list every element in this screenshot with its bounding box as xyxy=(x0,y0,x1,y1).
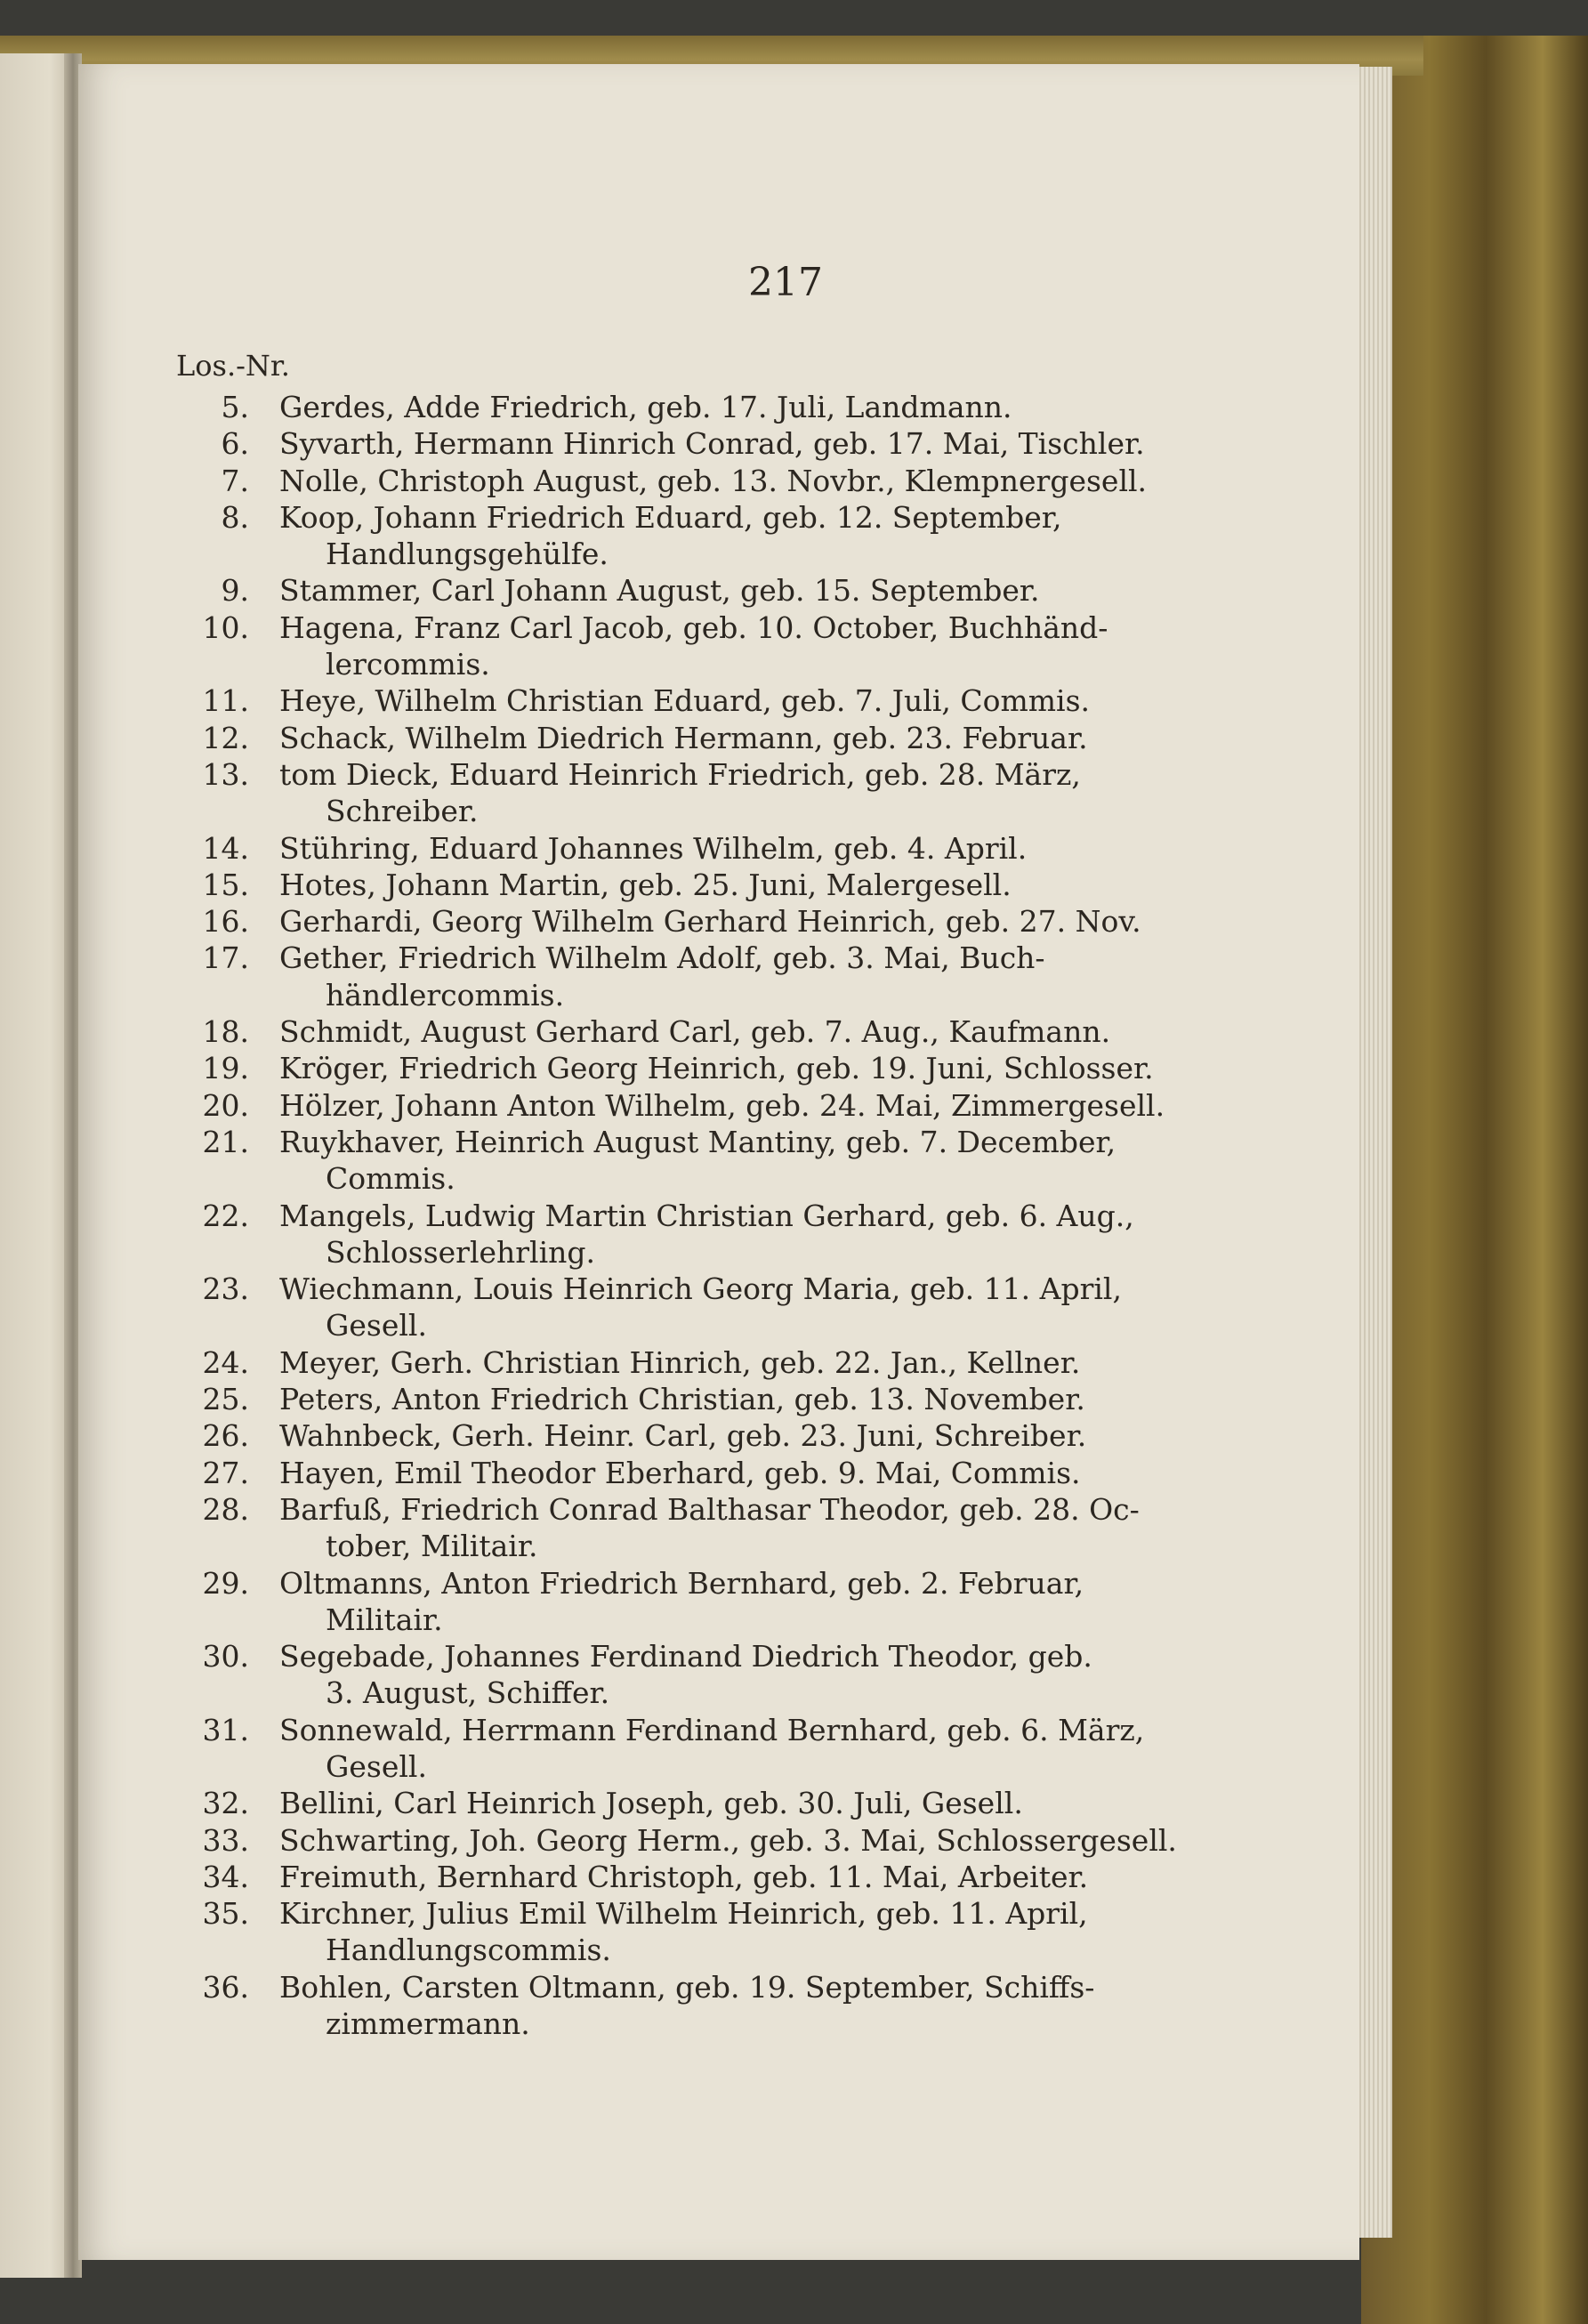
entry-line: Bohlen, Carsten Oltmann, geb. 19. September, Schiffs- xyxy=(279,1969,1095,2005)
list-item xyxy=(176,1895,1217,1969)
entry-line: Gerhardi, Georg Wilhelm Gerhard Heinrich, geb. 27. Nov. xyxy=(279,904,1141,940)
entry-text xyxy=(279,1785,1217,1821)
list-item xyxy=(176,903,1217,940)
entry-continuation-line: 3. August, Schiffer. xyxy=(326,1675,610,1711)
entry-text xyxy=(279,1050,1217,1086)
entry-line: Barfuß, Friedrich Conrad Balthasar Theodor, geb. 28. Oc- xyxy=(279,1491,1140,1527)
entry-line: Peters, Anton Friedrich Christian, geb. 13. November. xyxy=(279,1382,1085,1417)
list-item xyxy=(176,1491,1217,1565)
entry-continuation-line: tober, Militair. xyxy=(326,1529,538,1564)
entry-continuation-line: zimmermann. xyxy=(326,2006,530,2042)
list-item xyxy=(176,1417,1217,1454)
entry-number: 16. xyxy=(202,904,249,940)
list-item xyxy=(176,1822,1217,1859)
entry-text xyxy=(279,499,1217,573)
entry-number: 12. xyxy=(202,720,249,755)
entry-text xyxy=(279,1417,1217,1454)
entry-text xyxy=(279,1859,1217,1895)
entry-line: Freimuth, Bernhard Christoph, geb. 11. Mai, Arbeiter. xyxy=(279,1859,1089,1894)
entry-number: 23. xyxy=(202,1271,249,1307)
entry-number: 5. xyxy=(221,390,249,424)
list-item xyxy=(176,1565,1217,1639)
entry-number: 13. xyxy=(202,756,249,792)
list-item xyxy=(176,1013,1217,1050)
entry-continuation-line: Gesell. xyxy=(326,1308,427,1344)
entry-number: 32. xyxy=(202,1786,249,1821)
list-item xyxy=(176,499,1217,573)
list-item xyxy=(176,1638,1217,1712)
entry-text xyxy=(279,940,1217,1013)
entry-line: Schack, Wilhelm Diedrich Hermann, geb. 23. Februar. xyxy=(279,720,1088,755)
entry-continuation-line: Handlungscommis. xyxy=(326,1933,611,1968)
entry-text xyxy=(279,389,1217,425)
entry-text xyxy=(279,1013,1217,1050)
entry-text xyxy=(279,463,1217,499)
entry-text xyxy=(279,1087,1217,1124)
entry-text xyxy=(279,609,1217,683)
entry-line: Wiechmann, Louis Heinrich Georg Maria, geb. 11. April, xyxy=(279,1271,1122,1307)
entry-text xyxy=(279,1895,1217,1969)
entry-text xyxy=(279,1491,1217,1565)
list-item xyxy=(176,389,1217,425)
entry-text xyxy=(279,1455,1217,1491)
entry-continuation-line: Gesell. xyxy=(326,1748,427,1784)
facing-page-edge xyxy=(0,53,71,2278)
entry-text xyxy=(279,1198,1217,1271)
entry-number: 10. xyxy=(202,609,249,645)
entry-number: 9. xyxy=(221,573,249,609)
list-item xyxy=(176,609,1217,683)
entry-number: 24. xyxy=(202,1344,249,1380)
entry-number: 6. xyxy=(221,426,249,462)
list-item xyxy=(176,830,1217,867)
entry-number: 21. xyxy=(202,1124,249,1159)
entry-line: Syvarth, Hermann Hinrich Conrad, geb. 17. Mai, Tischler. xyxy=(279,426,1145,462)
list-item xyxy=(176,1198,1217,1271)
entry-text xyxy=(279,1638,1217,1712)
entry-line: Schwarting, Joh. Georg Herm., geb. 3. Mai, Schlossergesell. xyxy=(279,1822,1177,1858)
entry-number: 36. xyxy=(202,1969,249,2005)
entry-number: 8. xyxy=(221,499,249,535)
entry-line: Gerdes, Adde Friedrich, geb. 17. Juli, Landmann. xyxy=(279,390,1012,424)
list-item xyxy=(176,1969,1217,2043)
entry-text xyxy=(279,1712,1217,1786)
list-item xyxy=(176,1455,1217,1491)
entry-line: Kröger, Friedrich Georg Heinrich, geb. 19. Juni, Schlosser. xyxy=(279,1051,1154,1086)
entry-line: Sonnewald, Herrmann Ferdinand Bernhard, geb. 6. März, xyxy=(279,1712,1145,1747)
list-item xyxy=(176,1712,1217,1786)
entry-text xyxy=(279,425,1217,462)
entry-text xyxy=(279,1969,1217,2043)
book-cover xyxy=(1361,36,1588,2324)
entry-number: 22. xyxy=(202,1198,249,1233)
list-item xyxy=(176,1344,1217,1381)
column-header: Los.-Nr. xyxy=(176,349,290,383)
entry-number: 34. xyxy=(202,1859,249,1894)
entry-number: 30. xyxy=(202,1639,249,1674)
list-item xyxy=(176,1381,1217,1417)
entry-text xyxy=(279,1565,1217,1639)
list-item xyxy=(176,1050,1217,1086)
entry-line: Schmidt, August Gerhard Carl, geb. 7. Aug., Kaufmann. xyxy=(279,1014,1111,1050)
entry-text xyxy=(279,682,1217,719)
entry-number: 14. xyxy=(202,830,249,866)
entry-text xyxy=(279,756,1217,830)
entry-text xyxy=(279,572,1217,609)
entry-line: Ruykhaver, Heinrich August Mantiny, geb. 7. December, xyxy=(279,1124,1116,1159)
entry-continuation-line: Schreiber. xyxy=(326,794,479,829)
entry-text xyxy=(279,867,1217,903)
entry-number: 26. xyxy=(202,1418,249,1454)
list-item xyxy=(176,1271,1217,1344)
entry-number: 28. xyxy=(202,1491,249,1527)
entry-line: Hagena, Franz Carl Jacob, geb. 10. October, Buchhänd- xyxy=(279,609,1108,645)
list-item xyxy=(176,756,1217,830)
entry-text xyxy=(279,903,1217,940)
entry-text xyxy=(279,720,1217,756)
entry-number: 7. xyxy=(221,463,249,498)
entry-line: Koop, Johann Friedrich Eduard, geb. 12. September, xyxy=(279,499,1062,535)
entry-line: Kirchner, Julius Emil Wilhelm Heinrich, geb. 11. April, xyxy=(279,1896,1088,1932)
entry-number: 27. xyxy=(202,1455,249,1490)
entry-number: 25. xyxy=(202,1382,249,1417)
entry-continuation-line: händlercommis. xyxy=(326,977,565,1013)
list-item xyxy=(176,1859,1217,1895)
entry-number: 18. xyxy=(202,1014,249,1050)
entry-number: 29. xyxy=(202,1565,249,1601)
entry-list xyxy=(176,389,1217,2042)
entry-number: 17. xyxy=(202,940,249,976)
entry-line: Mangels, Ludwig Martin Christian Gerhard, geb. 6. Aug., xyxy=(279,1198,1134,1233)
entry-line: Oltmanns, Anton Friedrich Bernhard, geb. 2. Februar, xyxy=(279,1565,1084,1601)
book-page xyxy=(78,64,1359,2260)
entry-text xyxy=(279,1344,1217,1381)
entry-line: Stammer, Carl Johann August, geb. 15. September. xyxy=(279,573,1040,609)
entry-line: Heye, Wilhelm Christian Eduard, geb. 7. Juli, Commis. xyxy=(279,683,1091,719)
entry-line: Meyer, Gerh. Christian Hinrich, geb. 22. Jan., Kellner. xyxy=(279,1344,1081,1380)
entry-line: Wahnbeck, Gerh. Heinr. Carl, geb. 23. Juni, Schreiber. xyxy=(279,1418,1087,1454)
list-item xyxy=(176,1124,1217,1198)
page-number: 217 xyxy=(748,260,823,305)
list-item xyxy=(176,1785,1217,1821)
entry-continuation-line: Schlosserlehrling. xyxy=(326,1234,596,1270)
entry-number: 31. xyxy=(202,1712,249,1747)
list-item xyxy=(176,463,1217,499)
list-item xyxy=(176,720,1217,756)
entry-text xyxy=(279,1822,1217,1859)
entry-number: 11. xyxy=(202,683,249,719)
entry-line: Nolle, Christoph August, geb. 13. Novbr., Klempnergesell. xyxy=(279,463,1148,498)
entry-line: Hayen, Emil Theodor Eberhard, geb. 9. Mai, Commis. xyxy=(279,1455,1081,1490)
entry-continuation-line: lercommis. xyxy=(326,647,490,682)
entry-line: tom Dieck, Eduard Heinrich Friedrich, geb. 28. März, xyxy=(279,756,1081,792)
entry-text xyxy=(279,1381,1217,1417)
list-item xyxy=(176,682,1217,719)
entry-line: Gether, Friedrich Wilhelm Adolf, geb. 3. Mai, Buch- xyxy=(279,940,1045,976)
list-item xyxy=(176,1087,1217,1124)
list-item xyxy=(176,867,1217,903)
entry-continuation-line: Handlungsgehülfe. xyxy=(326,537,609,572)
entry-line: Bellini, Carl Heinrich Joseph, geb. 30. Juli, Gesell. xyxy=(279,1786,1023,1821)
entry-text xyxy=(279,830,1217,867)
entry-line: Stühring, Eduard Johannes Wilhelm, geb. 4. April. xyxy=(279,830,1028,866)
entry-line: Hotes, Johann Martin, geb. 25. Juni, Malergesell. xyxy=(279,867,1012,902)
entry-number: 33. xyxy=(202,1822,249,1858)
entry-number: 20. xyxy=(202,1087,249,1123)
entry-text xyxy=(279,1124,1217,1198)
entry-continuation-line: Militair. xyxy=(326,1602,443,1637)
entry-line: Segebade, Johannes Ferdinand Diedrich Theodor, geb. xyxy=(279,1639,1092,1674)
list-item xyxy=(176,425,1217,462)
entry-text xyxy=(279,1271,1217,1344)
entry-number: 35. xyxy=(202,1896,249,1932)
entry-number: 15. xyxy=(202,867,249,902)
entry-line: Hölzer, Johann Anton Wilhelm, geb. 24. Mai, Zimmergesell. xyxy=(279,1087,1165,1123)
entry-number: 19. xyxy=(202,1051,249,1086)
entry-continuation-line: Commis. xyxy=(326,1161,455,1197)
list-item xyxy=(176,940,1217,1013)
list-item xyxy=(176,572,1217,609)
